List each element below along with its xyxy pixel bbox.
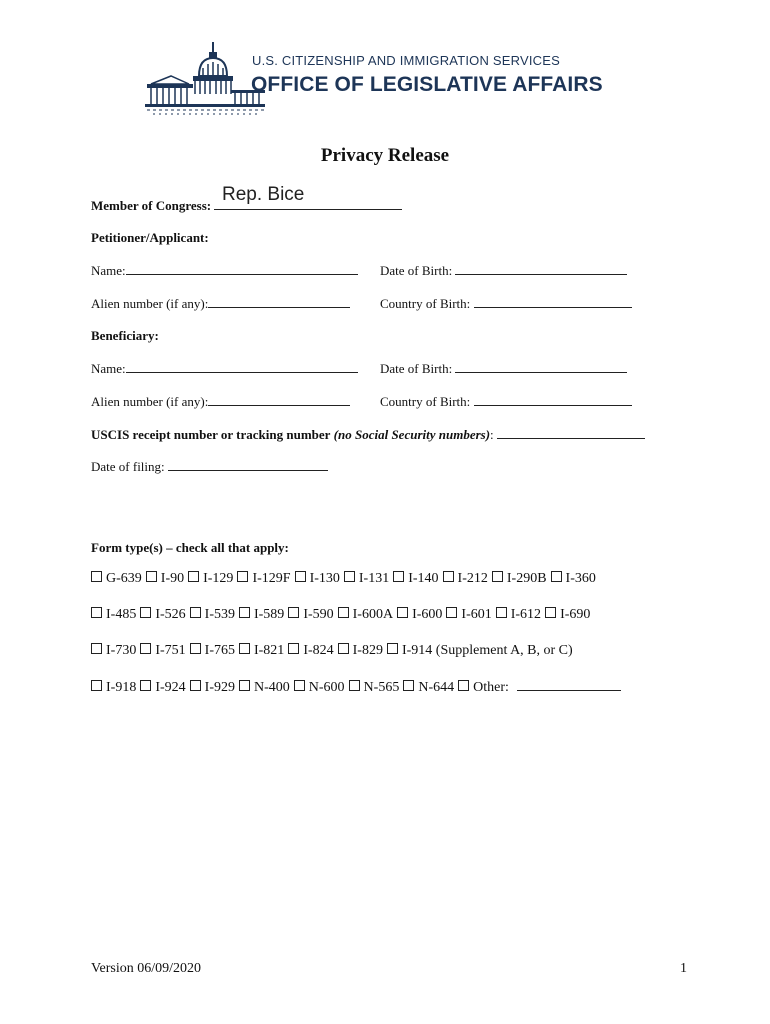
beneficiary-dob-field[interactable] <box>455 360 627 373</box>
receipt-field[interactable] <box>497 426 645 439</box>
page-number: 1 <box>680 961 687 976</box>
form-checkbox[interactable] <box>239 607 250 618</box>
form-checkbox[interactable] <box>190 680 201 691</box>
form-checkbox[interactable] <box>344 571 355 582</box>
petitioner-heading: Petitioner/Applicant: <box>91 230 209 245</box>
form-checkbox[interactable] <box>397 607 408 618</box>
petitioner-cob-label: Country of Birth: <box>380 296 471 311</box>
form-checkbox[interactable] <box>446 607 457 618</box>
form-option-label: I-690 <box>560 607 591 622</box>
petitioner-name-row <box>91 262 358 279</box>
form-checkbox[interactable] <box>91 571 102 582</box>
form-option-label: I-589 <box>253 607 285 622</box>
form-option-label: G-639 <box>106 571 142 586</box>
form-checkbox[interactable] <box>237 571 248 582</box>
form-checkbox[interactable] <box>393 571 404 582</box>
form-option <box>387 643 573 658</box>
form-option <box>288 607 333 622</box>
beneficiary-cob-field[interactable] <box>474 393 632 406</box>
petitioner-alien-field[interactable] <box>208 295 350 308</box>
form-option-label: I-924 <box>155 680 186 695</box>
beneficiary-alien-label: Alien number (if any): <box>91 394 209 409</box>
form-option-label: N-565 <box>363 680 400 695</box>
form-option <box>239 607 284 622</box>
form-checkbox[interactable] <box>443 571 454 582</box>
page-title: Privacy Release <box>320 145 450 166</box>
form-checkbox[interactable] <box>288 607 299 618</box>
form-option <box>190 680 235 695</box>
form-option-label: I-918 <box>106 680 137 695</box>
form-option <box>146 571 184 586</box>
form-option-label: I-601 <box>461 607 492 622</box>
form-option <box>446 607 491 622</box>
form-checkbox[interactable] <box>349 680 360 691</box>
other-field[interactable] <box>517 678 621 691</box>
form-option <box>458 680 509 695</box>
form-checkbox[interactable] <box>496 607 507 618</box>
beneficiary-name-row <box>91 360 358 377</box>
beneficiary-cob-row <box>380 393 632 410</box>
form-row-1 <box>91 571 600 587</box>
form-checkbox[interactable] <box>146 571 157 582</box>
form-checkbox[interactable] <box>140 607 151 618</box>
petitioner-cob-row <box>380 295 632 312</box>
form-option-label: I-600A <box>352 607 394 622</box>
form-option-label: I-212 <box>457 571 488 586</box>
form-option-label: I-600 <box>412 607 443 622</box>
agency-name: U.S. CITIZENSHIP AND IMMIGRATION SERVICES <box>252 53 560 68</box>
beneficiary-dob-label: Date of Birth: <box>380 361 453 376</box>
form-option <box>239 643 284 658</box>
beneficiary-heading: Beneficiary: <box>91 328 159 343</box>
petitioner-dob-row <box>380 262 627 279</box>
form-option-label: I-90 <box>160 571 185 586</box>
petitioner-dob-label: Date of Birth: <box>380 263 453 278</box>
form-option-label: I-140 <box>408 571 439 586</box>
form-option-label: I-129 <box>203 571 234 586</box>
petitioner-alien-row <box>91 295 350 312</box>
form-option <box>140 643 185 658</box>
beneficiary-name-label: Name: <box>91 361 126 376</box>
form-option <box>545 607 590 622</box>
form-option <box>91 607 136 622</box>
form-checkbox[interactable] <box>190 643 201 654</box>
form-option <box>338 607 393 622</box>
petitioner-alien-label: Alien number (if any): <box>91 296 209 311</box>
member-value[interactable]: Rep. Bice <box>222 184 305 205</box>
beneficiary-cob-label: Country of Birth: <box>380 394 471 409</box>
receipt-label: USCIS receipt number or tracking number <box>91 427 331 442</box>
form-option <box>344 571 389 586</box>
form-option <box>239 680 290 695</box>
form-option <box>288 643 333 658</box>
form-checkbox[interactable] <box>91 607 102 618</box>
form-option <box>397 607 442 622</box>
form-checkbox[interactable] <box>239 643 250 654</box>
filing-label: Date of filing: <box>91 459 165 474</box>
form-option-label: I-131 <box>358 571 390 586</box>
petitioner-name-label: Name: <box>91 263 126 278</box>
petitioner-dob-field[interactable] <box>455 262 627 275</box>
form-option <box>496 607 541 622</box>
form-option <box>91 643 136 658</box>
beneficiary-dob-row <box>380 360 627 377</box>
form-option-label: I-829 <box>352 643 383 658</box>
form-checkbox[interactable] <box>545 607 556 618</box>
form-checkbox[interactable] <box>188 571 199 582</box>
form-option <box>237 571 290 586</box>
form-checkbox[interactable] <box>294 680 305 691</box>
capitol-building-icon <box>143 40 267 116</box>
form-row-3 <box>91 643 577 659</box>
receipt-row <box>91 426 645 443</box>
beneficiary-alien-field[interactable] <box>208 393 350 406</box>
form-option-label: I-612 <box>510 607 542 622</box>
petitioner-name-field[interactable] <box>126 262 358 275</box>
form-option <box>349 680 400 695</box>
form-checkbox[interactable] <box>140 680 151 691</box>
receipt-colon: : <box>490 427 494 442</box>
form-option-label: I-929 <box>204 680 235 695</box>
form-option-label: I-360 <box>565 571 596 586</box>
form-option <box>190 643 235 658</box>
beneficiary-alien-row <box>91 393 350 410</box>
filing-row <box>91 458 328 475</box>
form-option-label: N-400 <box>253 680 290 695</box>
form-checkbox[interactable] <box>492 571 503 582</box>
form-checkbox[interactable] <box>458 680 469 691</box>
form-option <box>140 607 185 622</box>
form-checkbox[interactable] <box>387 643 398 654</box>
form-row-2 <box>91 607 594 623</box>
form-option <box>403 680 454 695</box>
form-option <box>551 571 596 586</box>
form-option-label: I-765 <box>204 643 235 658</box>
office-name: OFFICE OF LEGISLATIVE AFFAIRS <box>251 73 603 96</box>
form-option-label: N-644 <box>418 680 455 695</box>
form-option <box>190 607 235 622</box>
form-checkbox[interactable] <box>91 643 102 654</box>
form-option-label: I-914 (Supplement A, B, or C) <box>401 643 573 658</box>
form-option <box>295 571 340 586</box>
version-label: Version 06/09/2020 <box>91 961 202 976</box>
header <box>143 40 603 116</box>
form-option-label: I-526 <box>155 607 186 622</box>
beneficiary-name-field[interactable] <box>126 360 358 373</box>
form-option-label: I-824 <box>303 643 334 658</box>
form-option <box>294 680 345 695</box>
form-option-label: I-129F <box>252 571 291 586</box>
form-checkbox[interactable] <box>190 607 201 618</box>
form-checkbox[interactable] <box>140 643 151 654</box>
forms-heading: Form type(s) – check all that apply: <box>91 540 289 555</box>
form-option <box>91 571 142 586</box>
form-checkbox[interactable] <box>295 571 306 582</box>
form-option <box>91 680 136 695</box>
form-option-label: I-590 <box>303 607 334 622</box>
form-option-label: I-751 <box>155 643 186 658</box>
form-option-label: I-821 <box>253 643 285 658</box>
form-checkbox[interactable] <box>551 571 562 582</box>
form-option-label: Other: <box>473 680 509 695</box>
filing-field[interactable] <box>168 458 328 471</box>
form-option-label: I-485 <box>106 607 137 622</box>
form-checkbox[interactable] <box>338 607 349 618</box>
form-option <box>393 571 438 586</box>
form-option-label: I-290B <box>506 571 547 586</box>
form-option <box>188 571 233 586</box>
form-row-4 <box>91 678 621 696</box>
form-option <box>140 680 185 695</box>
form-option <box>492 571 547 586</box>
petitioner-cob-field[interactable] <box>474 295 632 308</box>
form-option-label: I-539 <box>204 607 235 622</box>
member-label: Member of Congress: <box>91 198 212 213</box>
form-checkbox[interactable] <box>338 643 349 654</box>
form-checkbox[interactable] <box>288 643 299 654</box>
form-option-label: N-600 <box>308 680 345 695</box>
form-checkbox[interactable] <box>91 680 102 691</box>
form-option-label: I-130 <box>309 571 340 586</box>
form-checkbox[interactable] <box>403 680 414 691</box>
form-option-label: I-730 <box>106 643 137 658</box>
receipt-note: (no Social Security numbers) <box>333 427 491 442</box>
form-option <box>443 571 488 586</box>
form-option <box>338 643 383 658</box>
form-checkbox[interactable] <box>239 680 250 691</box>
